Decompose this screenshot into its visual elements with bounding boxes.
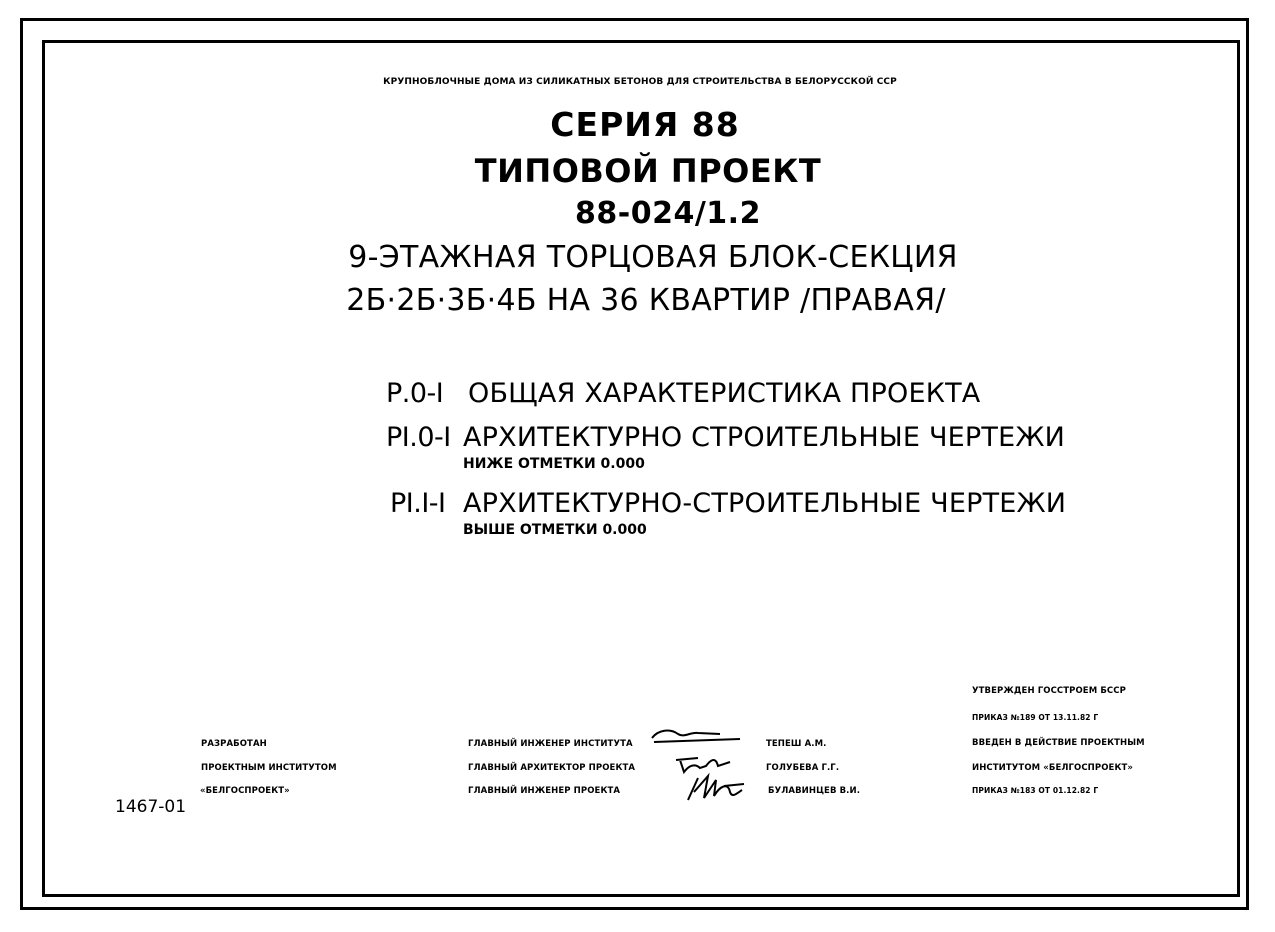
signatory-name: ТЕПЕШ А.М.: [766, 739, 827, 749]
signatory-name: ГОЛУБЕВА Г.Г.: [766, 763, 840, 773]
volume-subtitle: ВЫШЕ ОТМЕТКИ 0.000: [463, 522, 647, 538]
signatory-role: ГЛАВНЫЙ АРХИТЕКТОР ПРОЕКТА: [468, 763, 636, 773]
volume-title: АРХИТЕКТУРНО-СТРОИТЕЛЬНЫЕ ЧЕРТЕЖИ: [463, 488, 1067, 519]
volume-code: РI.0-I: [386, 422, 451, 453]
signatory-role: ГЛАВНЫЙ ИНЖЕНЕР ПРОЕКТА: [468, 786, 621, 796]
section-description-line2: 2Б·2Б·3Б·4Б НА 36 КВАРТИР /ПРАВАЯ/: [346, 283, 946, 318]
typical-project-title: ТИПОВОЙ ПРОЕКТ: [474, 152, 822, 190]
approval-line: УТВЕРЖДЕН ГОССТРОЕМ БССР: [972, 686, 1126, 696]
project-code: 88-024/1.2: [575, 196, 761, 231]
developer-line: РАЗРАБОТАН: [201, 739, 267, 749]
volume-code: РI.I-I: [390, 488, 446, 519]
signature-chief-engineer: [648, 724, 743, 746]
signatory-role: ГЛАВНЫЙ ИНЖЕНЕР ИНСТИТУТА: [468, 739, 633, 749]
document-subtitle: КРУПНОБЛОЧНЫЕ ДОМА ИЗ СИЛИКАТНЫХ БЕТОНОВ ДЛЯ СТРОИТЕЛЬСТВА В БЕЛОРУССКОЙ ССР: [383, 77, 897, 87]
volume-code: Р.0-I: [386, 378, 444, 409]
approval-line: ПРИКАЗ №183 ОТ 01.12.82 Г: [972, 786, 1099, 795]
approval-line: ИНСТИТУТОМ «БЕЛГОСПРОЕКТ»: [972, 763, 1133, 773]
developer-line: «БЕЛГОСПРОЕКТ»: [200, 786, 290, 796]
archive-stamp-code: 1467-01: [115, 797, 187, 817]
signatory-name: БУЛАВИНЦЕВ В.И.: [768, 786, 861, 796]
developer-line: ПРОЕКТНЫМ ИНСТИТУТОМ: [201, 763, 337, 773]
section-description-line1: 9-ЭТАЖНАЯ ТОРЦОВАЯ БЛОК-СЕКЦИЯ: [348, 240, 958, 275]
signature-chief-project-engineer: [684, 772, 764, 804]
volume-title: ОБЩАЯ ХАРАКТЕРИСТИКА ПРОЕКТА: [468, 378, 981, 409]
volume-title: АРХИТЕКТУРНО СТРОИТЕЛЬНЫЕ ЧЕРТЕЖИ: [463, 422, 1066, 453]
approval-line: ВВЕДЕН В ДЕЙСТВИЕ ПРОЕКТНЫМ: [972, 738, 1145, 748]
series-title: СЕРИЯ 88: [550, 105, 740, 144]
volume-subtitle: НИЖЕ ОТМЕТКИ 0.000: [463, 456, 645, 472]
approval-line: ПРИКАЗ №189 ОТ 13.11.82 Г: [972, 713, 1099, 722]
